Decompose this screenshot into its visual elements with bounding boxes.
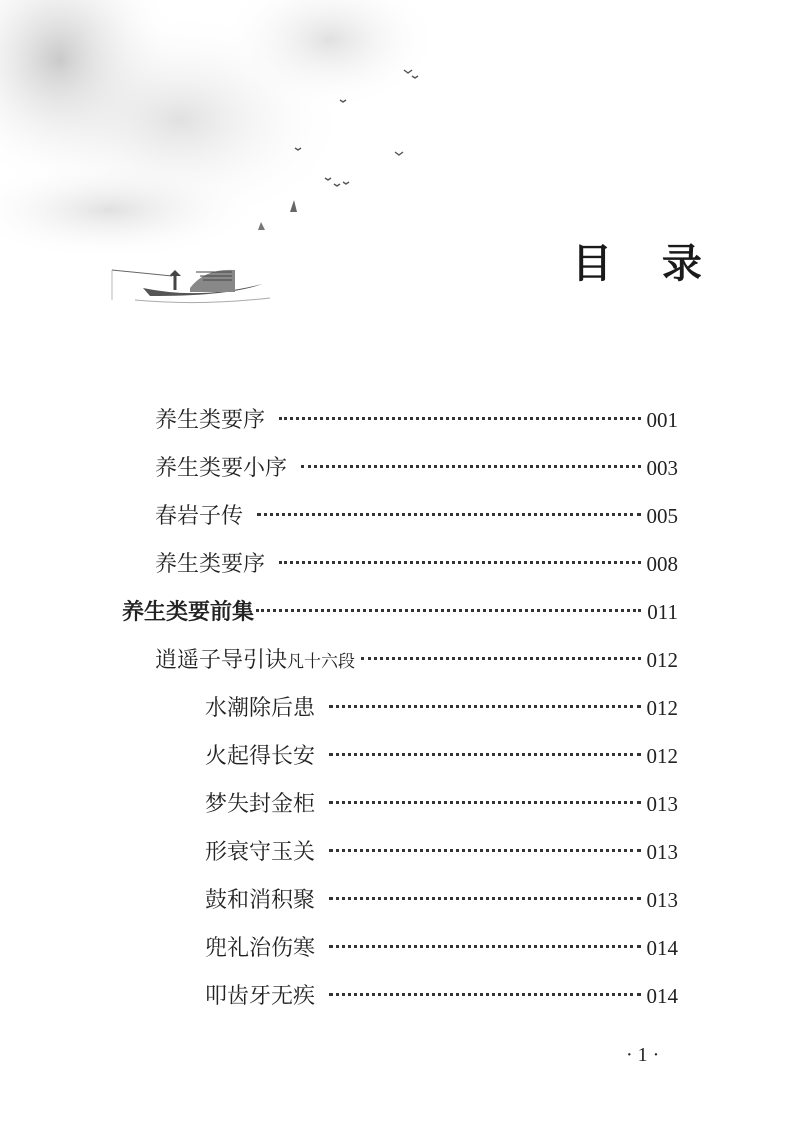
toc-entry-page: 012 — [646, 648, 678, 672]
toc-entry-label: 养生类要小序 — [155, 456, 288, 481]
toc-entry-note: 凡十六段 — [287, 652, 356, 672]
toc-subentry[interactable] — [205, 836, 678, 868]
toc-entry-page: 008 — [646, 552, 678, 576]
leader-dots — [329, 945, 640, 948]
toc-subentry[interactable] — [205, 932, 678, 964]
toc-entry-page: 014 — [646, 936, 678, 960]
leader-dots — [361, 657, 640, 660]
toc-subentry[interactable] — [205, 884, 678, 916]
toc-entry-label: 养生类要序 — [155, 408, 266, 433]
leader-dots — [329, 753, 640, 756]
toc-entry-label: 兜礼治伤寒 — [205, 936, 316, 961]
toc-entry-page: 012 — [646, 696, 678, 720]
toc-entry-page: 013 — [646, 840, 678, 864]
toc-entry-page: 012 — [646, 744, 678, 768]
toc-entry-page: 014 — [646, 984, 678, 1008]
leader-dots — [279, 561, 640, 564]
leader-dots — [257, 513, 640, 516]
toc-entry-page: 001 — [646, 408, 678, 432]
toc-entry-page: 011 — [647, 600, 678, 624]
toc-entry-label: 春岩子传 — [155, 504, 244, 529]
leader-dots — [329, 801, 640, 804]
leader-dots — [329, 705, 640, 708]
toc-entry[interactable] — [155, 452, 678, 484]
toc-subentry[interactable] — [205, 788, 678, 820]
boat — [112, 270, 270, 303]
leader-dots — [279, 417, 640, 420]
toc-entry-label: 鼓和消积聚 — [205, 888, 316, 913]
toc-entry-label: 梦失封金柜 — [205, 792, 316, 817]
leader-dots — [329, 993, 640, 996]
page-title: 目 录 — [572, 241, 720, 287]
toc-entry[interactable] — [155, 644, 678, 676]
leader-dots — [329, 897, 640, 900]
toc-entry[interactable] — [155, 404, 678, 436]
toc-entry-label — [155, 645, 355, 678]
toc-entry-label: 形衰守玉关 — [205, 840, 316, 865]
page-number: · 1 · — [626, 1044, 660, 1066]
toc-subentry[interactable] — [205, 740, 678, 772]
toc-entry-label: 水潮除后患 — [205, 696, 316, 721]
toc-subentry[interactable] — [205, 692, 678, 724]
toc-entry-label: 火起得长安 — [205, 744, 316, 769]
toc-entry[interactable] — [155, 500, 678, 532]
toc-entry[interactable] — [155, 548, 678, 580]
toc-entry-label: 养生类要前集 — [122, 600, 255, 625]
toc-entry-label: 养生类要序 — [155, 552, 266, 577]
toc-section-entry[interactable] — [122, 596, 678, 628]
toc-entry-page: 003 — [646, 456, 678, 480]
toc-entry-page: 005 — [646, 504, 678, 528]
toc-entry-title: 逍遥子导引诀 — [155, 648, 288, 673]
toc-entry-label: 叩齿牙无疾 — [205, 984, 316, 1009]
leader-dots — [329, 849, 640, 852]
leader-dots — [301, 465, 640, 468]
toc-entry-page: 013 — [646, 888, 678, 912]
toc-subentry[interactable] — [205, 980, 678, 1012]
leader-dots — [256, 609, 641, 612]
toc-entry-page: 013 — [646, 792, 678, 816]
